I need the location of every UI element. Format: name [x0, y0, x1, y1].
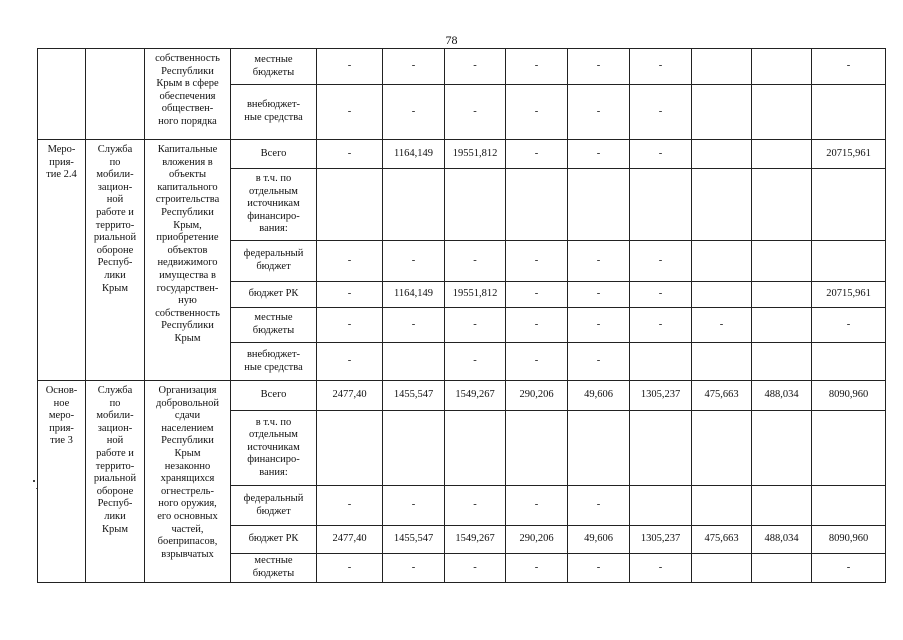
value-cell	[630, 343, 692, 381]
value-cell: -	[568, 140, 630, 169]
value-cell	[692, 169, 752, 241]
value-cell: 1164,149	[383, 140, 445, 169]
value-cell	[752, 140, 812, 169]
value-cell	[752, 411, 812, 486]
value-cell	[752, 554, 812, 583]
value-cell	[568, 411, 630, 486]
value-cell	[383, 169, 445, 241]
value-cell	[812, 85, 886, 140]
value-cell: -	[317, 308, 383, 343]
value-cell	[752, 169, 812, 241]
funding-source-cell: федеральный бюджет	[231, 486, 317, 526]
value-cell	[630, 486, 692, 526]
value-cell: -	[506, 282, 568, 308]
value-cell	[752, 49, 812, 85]
value-cell	[812, 241, 886, 282]
value-cell	[630, 411, 692, 486]
value-cell: 19551,812	[445, 282, 506, 308]
value-cell	[752, 241, 812, 282]
value-cell: -	[568, 486, 630, 526]
block-description-cell: Организация добровольной сдачи населением Республики Крым незаконно хранящихся огнестрель- ного оружия, его основных частей, боеприпасов, взрывчатых	[145, 381, 231, 583]
table-row	[38, 49, 886, 85]
value-cell: 8090,960	[812, 381, 886, 411]
value-cell: 488,034	[752, 381, 812, 411]
value-cell	[812, 343, 886, 381]
funding-source-cell: местные бюджеты	[231, 308, 317, 343]
value-cell: 1455,547	[383, 526, 445, 554]
value-cell: -	[692, 308, 752, 343]
value-cell: -	[445, 554, 506, 583]
value-cell: 2477,40	[317, 526, 383, 554]
funding-source-cell: бюджет РК	[231, 282, 317, 308]
value-cell: 1455,547	[383, 381, 445, 411]
table-body	[38, 49, 886, 583]
value-cell	[692, 343, 752, 381]
value-cell: -	[317, 241, 383, 282]
block-executor-cell: Служба по мобили- зацион- ной работе и террито- риальной обороне Респуб- лики Крым	[86, 381, 145, 583]
value-cell	[630, 169, 692, 241]
value-cell	[692, 411, 752, 486]
value-cell: 49,606	[568, 381, 630, 411]
value-cell	[752, 85, 812, 140]
value-cell: -	[506, 241, 568, 282]
value-cell: -	[812, 49, 886, 85]
funding-source-cell: в т.ч. по отдельным источникам финансиро- вания:	[231, 169, 317, 241]
value-cell: 290,206	[506, 526, 568, 554]
value-cell: -	[630, 308, 692, 343]
value-cell: -	[506, 308, 568, 343]
value-cell: -	[445, 85, 506, 140]
value-cell: 475,663	[692, 381, 752, 411]
funding-source-cell: бюджет РК	[231, 526, 317, 554]
value-cell: -	[445, 486, 506, 526]
scan-speck	[36, 488, 37, 489]
page-number: 78	[445, 33, 458, 47]
value-cell: -	[630, 554, 692, 583]
value-cell: -	[317, 282, 383, 308]
value-cell: 1305,237	[630, 381, 692, 411]
value-cell: -	[568, 49, 630, 85]
value-cell: -	[383, 49, 445, 85]
table-row	[38, 381, 886, 411]
value-cell: -	[383, 308, 445, 343]
value-cell: 488,034	[752, 526, 812, 554]
value-cell	[752, 282, 812, 308]
value-cell: -	[568, 308, 630, 343]
value-cell: -	[630, 241, 692, 282]
value-cell	[812, 486, 886, 526]
value-cell	[752, 343, 812, 381]
value-cell: -	[506, 343, 568, 381]
value-cell: -	[317, 343, 383, 381]
value-cell	[568, 169, 630, 241]
value-cell	[317, 169, 383, 241]
value-cell: 20715,961	[812, 282, 886, 308]
value-cell	[383, 343, 445, 381]
value-cell: 475,663	[692, 526, 752, 554]
value-cell	[445, 411, 506, 486]
value-cell	[812, 169, 886, 241]
value-cell: -	[317, 85, 383, 140]
funding-source-cell: Всего	[231, 381, 317, 411]
value-cell: -	[506, 85, 568, 140]
value-cell	[692, 554, 752, 583]
value-cell: -	[317, 486, 383, 526]
budget-table	[37, 48, 886, 583]
value-cell: -	[568, 343, 630, 381]
value-cell: -	[506, 140, 568, 169]
value-cell	[752, 486, 812, 526]
value-cell: 2477,40	[317, 381, 383, 411]
funding-source-cell: внебюджет- ные средства	[231, 85, 317, 140]
value-cell: -	[568, 241, 630, 282]
value-cell: 1164,149	[383, 282, 445, 308]
value-cell	[692, 486, 752, 526]
block-description-cell: Капитальные вложения в объекты капитального строительства Республики Крым, приобретение объектов недвижимого имущества в государствен- ную собственность Республики Крым	[145, 140, 231, 381]
value-cell: -	[383, 241, 445, 282]
funding-source-cell: федеральный бюджет	[231, 241, 317, 282]
funding-source-cell: местные бюджеты	[231, 49, 317, 85]
value-cell: 20715,961	[812, 140, 886, 169]
value-cell	[692, 282, 752, 308]
value-cell: -	[445, 49, 506, 85]
value-cell: -	[383, 486, 445, 526]
value-cell	[692, 241, 752, 282]
value-cell: -	[506, 554, 568, 583]
value-cell: 8090,960	[812, 526, 886, 554]
funding-source-cell: внебюджет- ные средства	[231, 343, 317, 381]
value-cell: -	[317, 140, 383, 169]
value-cell	[692, 85, 752, 140]
value-cell: -	[630, 282, 692, 308]
value-cell: 49,606	[568, 526, 630, 554]
value-cell	[692, 140, 752, 169]
value-cell	[506, 169, 568, 241]
funding-source-cell: местные бюджеты	[231, 554, 317, 583]
value-cell: -	[383, 554, 445, 583]
value-cell: 1305,237	[630, 526, 692, 554]
value-cell	[317, 411, 383, 486]
value-cell	[812, 411, 886, 486]
value-cell: -	[568, 282, 630, 308]
value-cell: -	[383, 85, 445, 140]
value-cell	[692, 49, 752, 85]
block-executor-cell	[86, 49, 145, 140]
block-executor-cell: Служба по мобили- зацион- ной работе и террито- риальной обороне Респуб- лики Крым	[86, 140, 145, 381]
value-cell	[383, 411, 445, 486]
block-description-cell: собственность Республики Крым в сфере обеспечения обществен- ного порядка	[145, 49, 231, 140]
block-label-cell: Меро- прия- тие 2.4	[38, 140, 86, 381]
value-cell	[752, 308, 812, 343]
block-label-cell: Основ- ное меро- прия- тие 3	[38, 381, 86, 583]
scan-speck	[33, 480, 35, 482]
value-cell: -	[630, 49, 692, 85]
value-cell: 290,206	[506, 381, 568, 411]
value-cell: 19551,812	[445, 140, 506, 169]
value-cell: -	[568, 554, 630, 583]
value-cell: -	[568, 85, 630, 140]
value-cell: -	[630, 85, 692, 140]
value-cell: -	[812, 554, 886, 583]
value-cell	[445, 169, 506, 241]
value-cell	[506, 411, 568, 486]
funding-source-cell: Всего	[231, 140, 317, 169]
value-cell: -	[630, 140, 692, 169]
value-cell: 1549,267	[445, 526, 506, 554]
value-cell: -	[445, 241, 506, 282]
value-cell: -	[445, 308, 506, 343]
value-cell: -	[506, 49, 568, 85]
value-cell: -	[317, 554, 383, 583]
value-cell: 1549,267	[445, 381, 506, 411]
value-cell: -	[445, 343, 506, 381]
value-cell: -	[812, 308, 886, 343]
block-label-cell	[38, 49, 86, 140]
funding-source-cell: в т.ч. по отдельным источникам финансиро- вания:	[231, 411, 317, 486]
table-row	[38, 140, 886, 169]
value-cell: -	[317, 49, 383, 85]
value-cell: -	[506, 486, 568, 526]
